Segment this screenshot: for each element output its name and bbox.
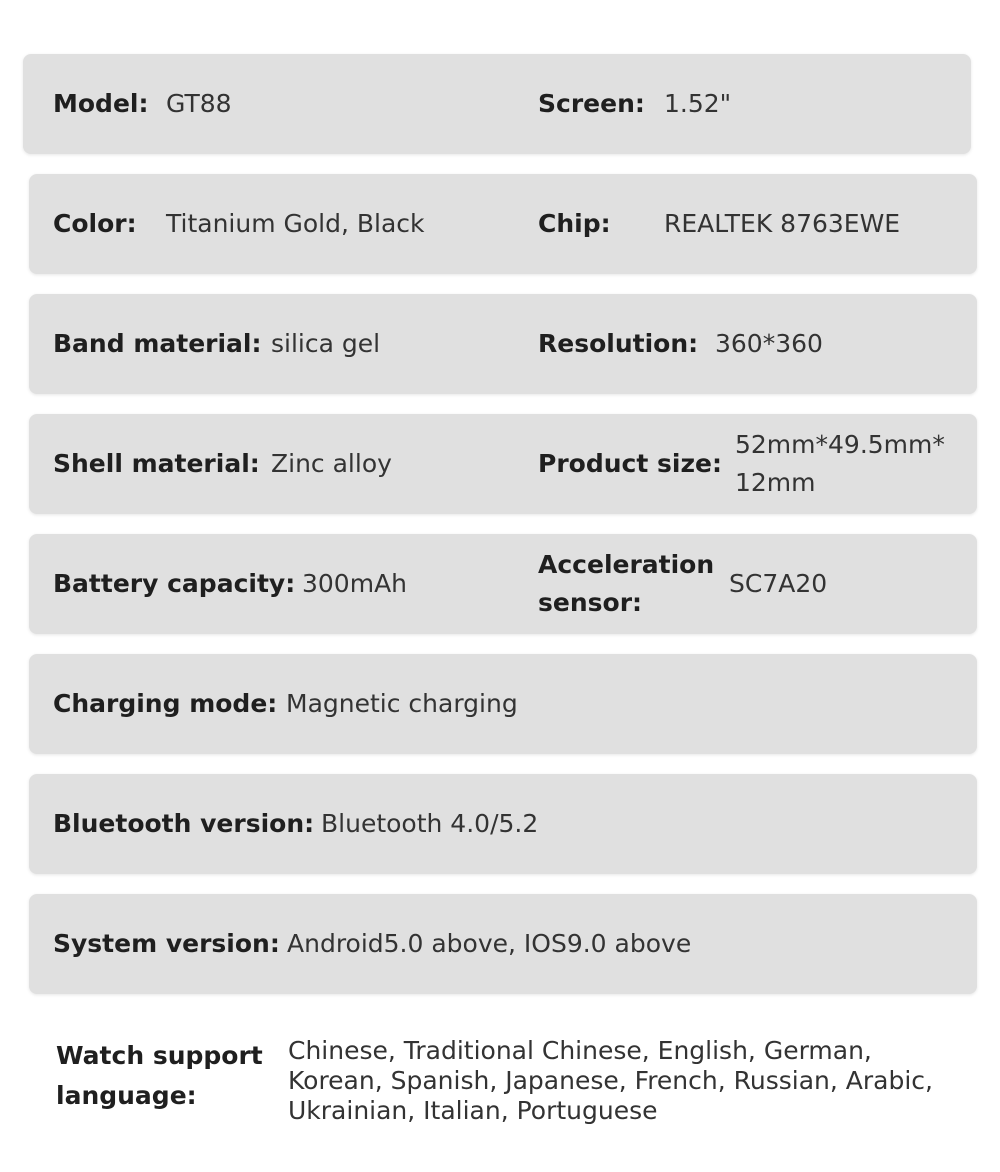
spec-value-bluetooth-version: Bluetooth 4.0/5.2 xyxy=(321,809,539,838)
spec-label-bluetooth-version: Bluetooth version: xyxy=(53,809,315,838)
spec-label-watch-language: Watch support language: xyxy=(56,1041,263,1110)
spec-value-color: Titanium Gold, Black xyxy=(166,209,425,238)
spec-row-charging-mode xyxy=(29,654,977,754)
spec-value-system-version: Android5.0 above, IOS9.0 above xyxy=(287,929,692,958)
spec-row-model xyxy=(23,54,971,154)
spec-row-color xyxy=(29,174,977,274)
spec-label-shell-material: Shell material: xyxy=(53,449,260,478)
spec-value-screen: 1.52" xyxy=(664,89,732,118)
spec-row-battery-capacity xyxy=(29,534,977,634)
spec-value-battery-capacity: 300mAh xyxy=(302,569,408,598)
spec-value-model: GT88 xyxy=(166,89,232,118)
spec-value-charging-mode: Magnetic charging xyxy=(286,689,518,718)
spec-value-resolution: 360*360 xyxy=(715,329,823,358)
spec-value-chip: REALTEK 8763EWE xyxy=(664,209,901,238)
spec-label-charging-mode: Charging mode: xyxy=(53,689,278,718)
spec-value-band-material: silica gel xyxy=(271,329,381,358)
spec-row-band-material xyxy=(29,294,977,394)
spec-value-product-size: 52mm*49.5mm* 12mm xyxy=(735,430,945,497)
spec-footer-language xyxy=(0,1020,1000,1160)
spec-row-system-version xyxy=(29,894,977,994)
spec-label-model: Model: xyxy=(53,89,149,118)
spec-label-acceleration-sensor: Acceleration sensor: xyxy=(538,550,715,617)
spec-row-bluetooth-version xyxy=(29,774,977,874)
spec-value-shell-material: Zinc alloy xyxy=(271,449,392,478)
spec-label-band-material: Band material: xyxy=(53,329,262,358)
spec-value-acceleration-sensor: SC7A20 xyxy=(729,569,828,598)
spec-label-system-version: System version: xyxy=(53,929,280,958)
spec-label-color: Color: xyxy=(53,209,137,238)
spec-value-watch-language: Chinese, Traditional Chinese, English, German, Korean, Spanish, Japanese, French, Russian, Arabic, Ukrainian, Italian, Portuguese xyxy=(288,1036,933,1125)
spec-label-resolution: Resolution: xyxy=(538,329,699,358)
spec-label-screen: Screen: xyxy=(538,89,645,118)
spec-label-battery-capacity: Battery capacity: xyxy=(53,569,296,598)
spec-row-shell-material xyxy=(29,414,977,514)
spec-label-product-size: Product size: xyxy=(538,449,722,478)
spec-label-chip: Chip: xyxy=(538,209,611,238)
